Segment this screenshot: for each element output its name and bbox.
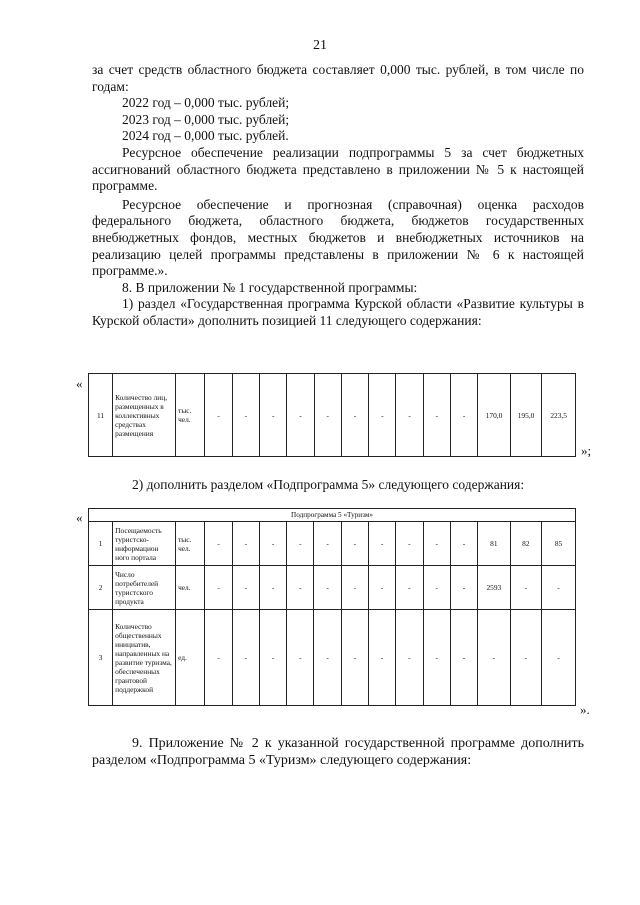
table-row bbox=[89, 522, 576, 566]
value-cell: - bbox=[259, 522, 286, 566]
value-cell: - bbox=[232, 522, 259, 566]
value-cell: - bbox=[450, 522, 477, 566]
value-cell: 223,5 bbox=[542, 374, 576, 457]
table-position-11 bbox=[88, 373, 576, 457]
value-cell: 81 bbox=[478, 522, 511, 566]
value-cell: - bbox=[396, 566, 423, 610]
value-cell: 82 bbox=[510, 522, 541, 566]
table-subprogram-5 bbox=[88, 508, 576, 706]
value-cell: - bbox=[232, 566, 259, 610]
row-number: 1 bbox=[89, 522, 113, 566]
table-row bbox=[89, 610, 576, 706]
value-cell: - bbox=[423, 522, 450, 566]
unit-cell: ед. bbox=[176, 610, 205, 706]
value-cell: - bbox=[423, 566, 450, 610]
unit-cell: тыс. чел. bbox=[176, 374, 205, 457]
paragraph-item-9: 9. Приложение № 2 к указанной государственной программе дополнить разделом «Подпрограмма 5 «Туризм» следующего содержания: bbox=[92, 736, 584, 768]
value-cell: - bbox=[287, 610, 314, 706]
value-cell: - bbox=[287, 374, 314, 457]
paragraph-subitem-2: 2) дополнить разделом «Подпрограмма 5» следующего содержания: bbox=[132, 477, 525, 492]
value-cell: - bbox=[287, 522, 314, 566]
quote-close-1: »; bbox=[581, 443, 592, 458]
value-cell: - bbox=[450, 566, 477, 610]
year-line-2023: 2023 год – 0,000 тыс. рублей; bbox=[122, 111, 290, 127]
value-cell: - bbox=[369, 522, 396, 566]
value-cell: - bbox=[396, 374, 423, 457]
value-cell: - bbox=[259, 610, 286, 706]
value-cell: - bbox=[396, 610, 423, 706]
value-cell: - bbox=[314, 610, 341, 706]
quote-open-2: « bbox=[76, 510, 83, 525]
value-cell: - bbox=[287, 566, 314, 610]
value-cell: - bbox=[341, 522, 368, 566]
paragraph-resources-forecast: Ресурсное обеспечение и прогнозная (справочная) оценка расходов федерального бюджета, областного бюджета, бюджетов государственных внебюджетных фондов, местных бюджетов и внебюджетных источников на реализацию целей программы представлены в приложении № 6 к настоящей программе.». bbox=[92, 196, 584, 279]
value-cell: 85 bbox=[542, 522, 576, 566]
value-cell: 195,0 bbox=[510, 374, 541, 457]
row-number: 3 bbox=[89, 610, 113, 706]
value-cell: - bbox=[314, 374, 341, 457]
indicator-name: Количество общественных инициатив, направленных на развитие туризма, обеспеченных грантовой поддержкой bbox=[113, 610, 176, 706]
value-cell: - bbox=[450, 610, 477, 706]
value-cell: - bbox=[451, 374, 478, 457]
value-cell: - bbox=[314, 522, 341, 566]
value-cell: 170,0 bbox=[478, 374, 511, 457]
paragraph-item-8: 8. В приложении № 1 государственной программы: bbox=[122, 279, 418, 295]
intro-text bbox=[92, 62, 584, 330]
indicator-name: Количество лиц, размещенных в коллективных средствах размещения bbox=[113, 374, 176, 457]
value-cell: - bbox=[396, 522, 423, 566]
row-number: 2 bbox=[89, 566, 113, 610]
value-cell: - bbox=[542, 566, 576, 610]
table-header-row bbox=[89, 509, 576, 522]
indicator-name: Посещаемость туристско-информацион ного портала bbox=[113, 522, 176, 566]
value-cell: - bbox=[510, 610, 541, 706]
value-cell: - bbox=[341, 374, 368, 457]
value-cell: - bbox=[478, 610, 511, 706]
value-cell: 2593 bbox=[478, 566, 511, 610]
quote-close-2: ». bbox=[580, 702, 590, 717]
value-cell: - bbox=[369, 566, 396, 610]
page-number: 21 bbox=[313, 38, 327, 53]
value-cell: - bbox=[259, 566, 286, 610]
value-cell: - bbox=[542, 610, 576, 706]
value-cell: - bbox=[260, 374, 287, 457]
value-cell: - bbox=[510, 566, 541, 610]
table-row bbox=[89, 374, 576, 457]
year-line-2024: 2024 год – 0,000 тыс. рублей. bbox=[122, 128, 289, 144]
value-cell: - bbox=[423, 374, 450, 457]
value-cell: - bbox=[205, 566, 232, 610]
indicator-name: Число потребителей туристского продукта bbox=[113, 566, 176, 610]
subprogram-header: Подпрограмма 5 «Туризм» bbox=[89, 509, 576, 522]
value-cell: - bbox=[205, 374, 232, 457]
quote-open-1: « bbox=[76, 376, 83, 391]
table-row bbox=[89, 566, 576, 610]
value-cell: - bbox=[314, 566, 341, 610]
value-cell: - bbox=[423, 610, 450, 706]
paragraph-item-9-wrap bbox=[92, 735, 584, 769]
value-cell: - bbox=[341, 610, 368, 706]
value-cell: - bbox=[232, 374, 259, 457]
unit-cell: чел. bbox=[176, 566, 205, 610]
paragraph-resources-sub5: Ресурсное обеспечение реализации подпрограммы 5 за счет бюджетных ассигнований областного бюджета представлено в приложении № 5 к настоящей программе. bbox=[92, 144, 584, 194]
paragraph-funding: за счет средств областного бюджета составляет 0,000 тыс. рублей, в том числе по годам: bbox=[92, 62, 584, 94]
value-cell: - bbox=[232, 610, 259, 706]
value-cell: - bbox=[205, 610, 232, 706]
value-cell: - bbox=[341, 566, 368, 610]
value-cell: - bbox=[369, 610, 396, 706]
year-line-2022: 2022 год – 0,000 тыс. рублей; bbox=[122, 95, 290, 111]
value-cell: - bbox=[369, 374, 396, 457]
unit-cell: тыс. чел. bbox=[176, 522, 205, 566]
row-number: 11 bbox=[89, 374, 113, 457]
paragraph-subitem-1: 1) раздел «Государственная программа Курской области «Развитие культуры в Курской области» дополнить позицией 11 следующего содержания: bbox=[92, 296, 584, 328]
value-cell: - bbox=[205, 522, 232, 566]
